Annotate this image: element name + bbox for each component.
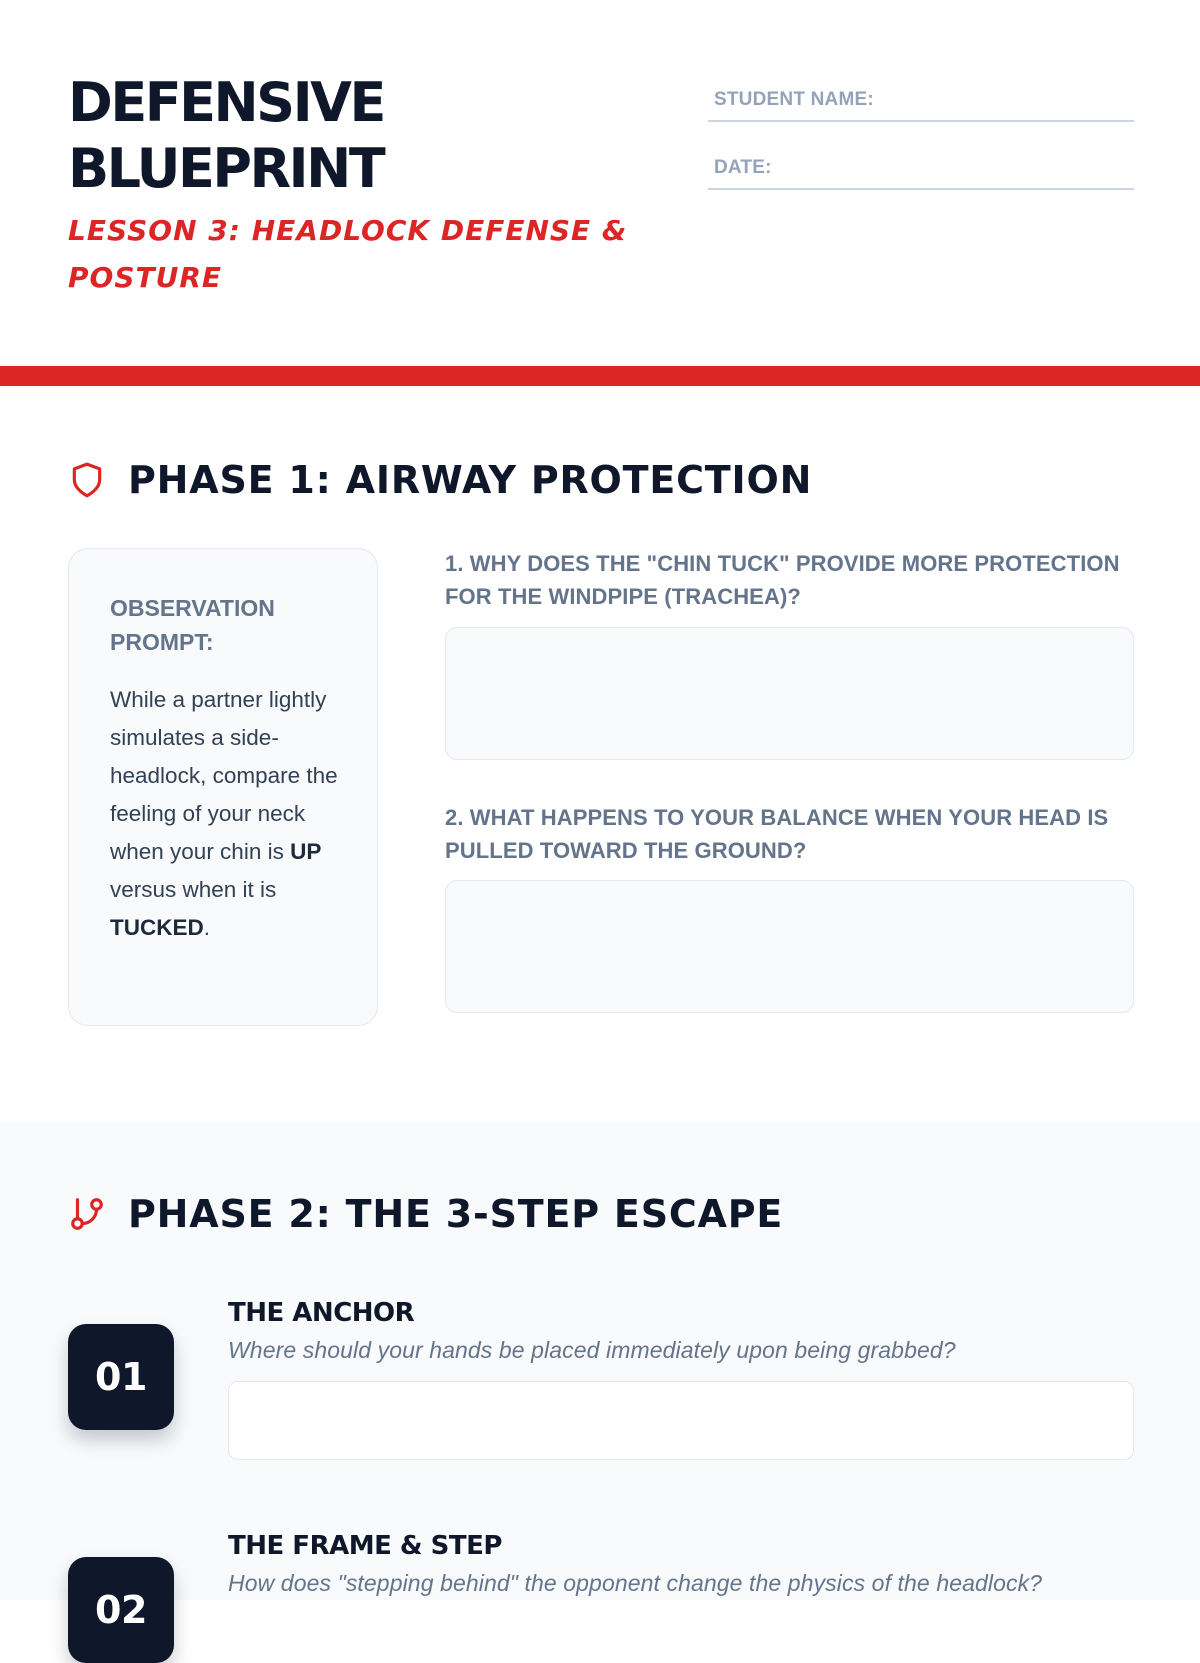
observation-text-before: While a partner lightly simulates a side-headlock, compare the feeling of your neck when your chin is <box>110 687 338 864</box>
step-1-title: THE ANCHOR <box>228 1298 415 1328</box>
step-1-answer-box[interactable] <box>228 1381 1134 1460</box>
question-2-answer-box[interactable] <box>445 880 1134 1013</box>
date-field[interactable] <box>708 154 1134 190</box>
observation-text-after: . <box>203 915 211 940</box>
student-name-label: STUDENT NAME: <box>714 89 874 110</box>
phase1-heading <box>68 458 812 502</box>
phase2-title: PHASE 2: THE 3-STEP ESCAPE <box>128 1192 784 1236</box>
question-1-label: 1. WHY DOES THE "CHIN TUCK" PROVIDE MORE PROTECTION FOR THE WINDPIPE (TRACHEA)? <box>445 551 1120 609</box>
step-1-question: Where should your hands be placed immediately upon being grabbed? <box>228 1337 956 1363</box>
phase1-title: PHASE 1: AIRWAY PROTECTION <box>128 458 813 502</box>
observation-text-middle: versus when it is <box>110 877 277 902</box>
title-line-2: BLUEPRINT <box>68 137 384 200</box>
lesson-subtitle: LESSON 3: HEADLOCK DEFENSE & POSTURE <box>68 214 628 294</box>
worksheet-header <box>0 0 1200 366</box>
header-divider-bar <box>0 366 1200 386</box>
title-line-1: DEFENSIVE <box>68 71 384 134</box>
observation-emphasis-up: UP <box>290 839 322 864</box>
shield-icon <box>68 461 106 499</box>
step-1-number-badge: 01 <box>68 1324 174 1430</box>
question-2-label: 2. WHAT HAPPENS TO YOUR BALANCE WHEN YOUR HEAD IS PULLED TOWARD THE GROUND? <box>445 805 1109 863</box>
observation-title: OBSERVATION PROMPT: <box>110 595 275 655</box>
step-2-title: THE FRAME & STEP <box>228 1531 502 1561</box>
observation-prompt-card <box>68 548 378 1026</box>
question-1-answer-box[interactable] <box>445 627 1134 760</box>
git-branch-icon <box>68 1195 106 1233</box>
phase2-heading <box>68 1192 783 1236</box>
observation-text <box>110 681 346 947</box>
step-2-question: How does "stepping behind" the opponent change the physics of the headlock? <box>228 1570 1043 1596</box>
step-2-number-badge: 02 <box>68 1557 174 1663</box>
observation-emphasis-tucked: TUCKED <box>110 915 204 940</box>
date-label: DATE: <box>714 157 772 178</box>
student-name-field[interactable] <box>708 86 1134 122</box>
